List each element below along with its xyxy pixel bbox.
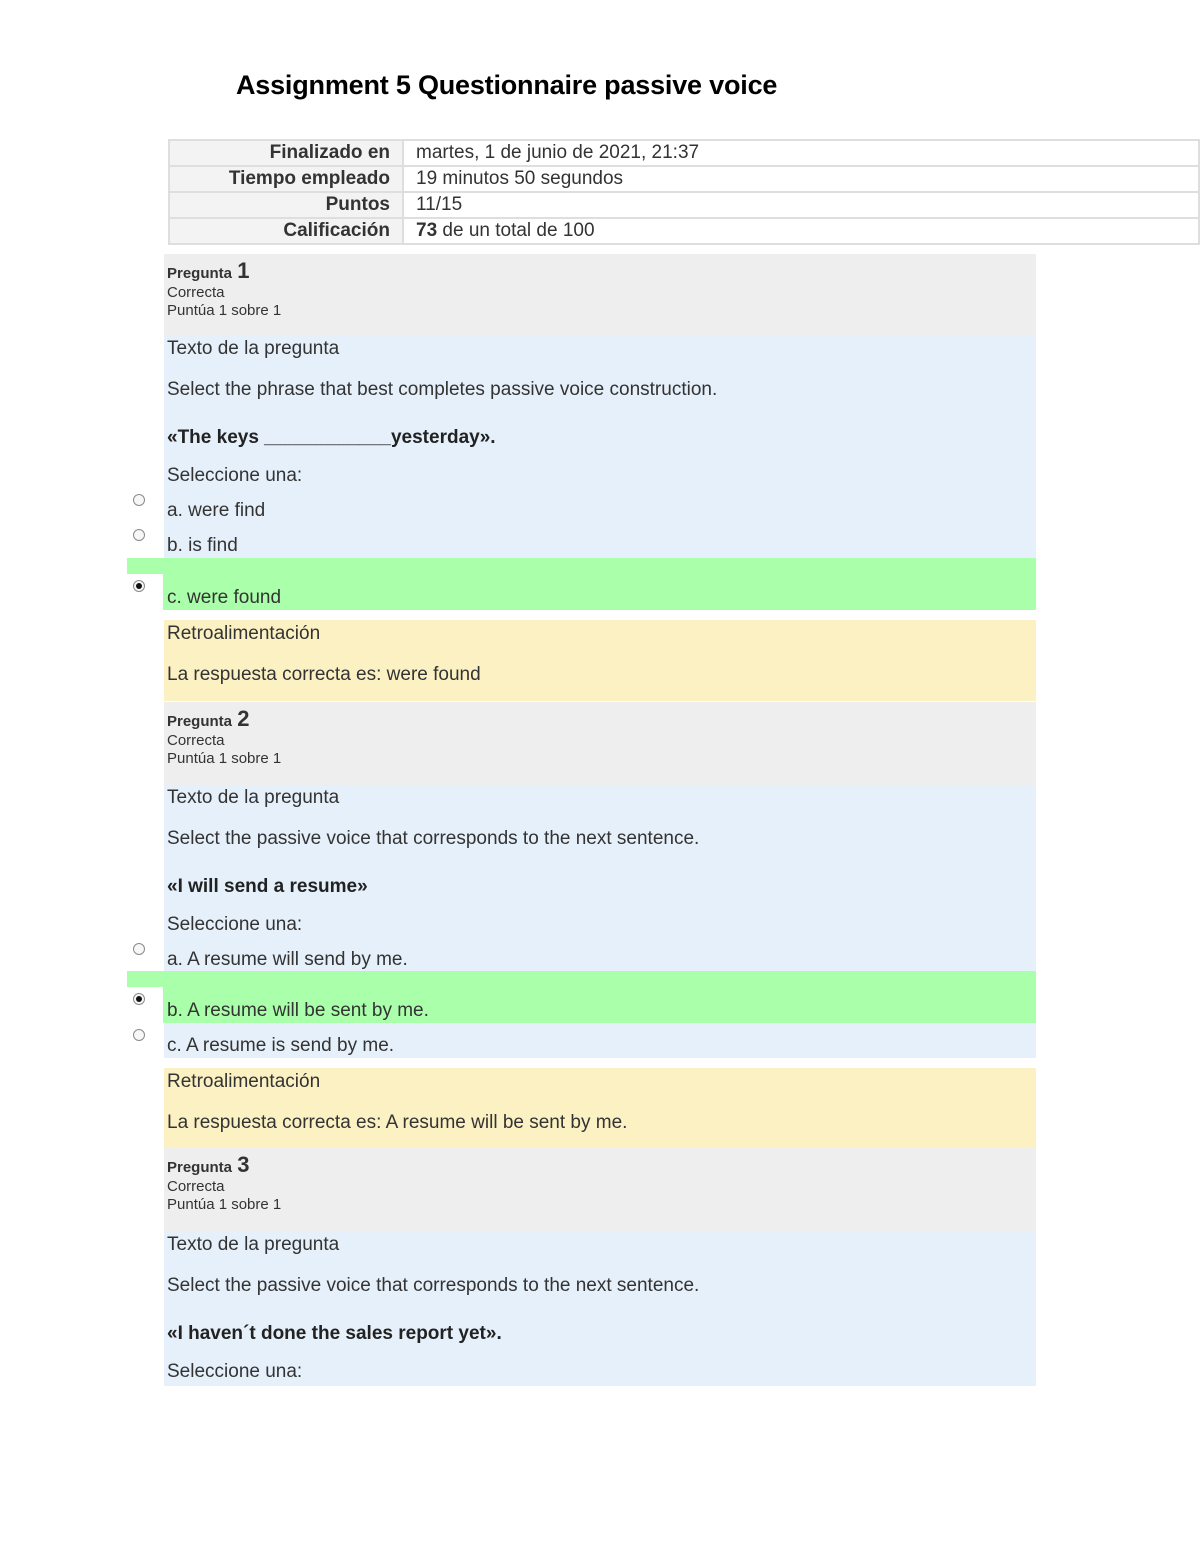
summary-row xyxy=(169,140,1199,166)
answer-option-a[interactable] xyxy=(127,937,1036,971)
select-label: Seleccione una: xyxy=(167,1361,303,1382)
question-text-heading: Texto de la pregunta xyxy=(167,1234,340,1255)
question-sentence: «I haven´t done the sales report yet». xyxy=(167,1323,502,1344)
radio-button[interactable] xyxy=(133,529,145,541)
question-state: Correcta xyxy=(167,284,225,301)
answer-option-label: c. were found xyxy=(167,587,282,608)
question-label: Pregunta xyxy=(167,1159,233,1176)
feedback-panel xyxy=(164,620,1036,701)
radio-button[interactable] xyxy=(133,1029,145,1041)
summary-label: Puntos xyxy=(169,192,403,218)
page-title: Assignment 5 Questionnaire passive voice xyxy=(236,70,778,100)
question-text-heading: Texto de la pregunta xyxy=(167,338,340,359)
question-label: Pregunta xyxy=(167,713,233,730)
question-info xyxy=(164,254,1036,336)
answer-option-label: a. were find xyxy=(167,500,266,521)
summary-row xyxy=(169,218,1199,244)
question-prompt: Select the phrase that best completes passive voice construction. xyxy=(167,379,718,400)
question-number: 3 xyxy=(237,1152,250,1177)
answer-option-label: c. A resume is send by me. xyxy=(167,1035,395,1056)
select-label: Seleccione una: xyxy=(167,465,303,486)
question-prompt: Select the passive voice that corresponds to the next sentence. xyxy=(167,1275,700,1296)
question-heading xyxy=(167,1152,250,1178)
feedback-text: La respuesta correcta es: A resume will be sent by me. xyxy=(167,1112,628,1133)
question-info xyxy=(164,1148,1036,1231)
radio-button[interactable] xyxy=(133,494,145,506)
answer-option-c[interactable] xyxy=(127,558,1036,610)
feedback-heading: Retroalimentación xyxy=(167,1071,321,1092)
answer-option-b[interactable] xyxy=(127,971,1036,1023)
radio-button-selected[interactable] xyxy=(133,580,145,592)
summary-label: Tiempo empleado xyxy=(169,166,403,192)
grade-total: de un total de 100 xyxy=(437,220,595,241)
question-state: Correcta xyxy=(167,1178,225,1195)
question-prompt: Select the passive voice that corresponds to the next sentence. xyxy=(167,828,700,849)
select-label: Seleccione una: xyxy=(167,914,303,935)
summary-row xyxy=(169,192,1199,218)
question-grade: Puntúa 1 sobre 1 xyxy=(167,302,282,319)
question-number: 2 xyxy=(237,706,250,731)
summary-label: Calificación xyxy=(169,218,403,244)
summary-row xyxy=(169,166,1199,192)
question-heading xyxy=(167,706,250,732)
answer-option-b[interactable] xyxy=(127,523,1036,558)
question-grade: Puntúa 1 sobre 1 xyxy=(167,750,282,767)
feedback-panel xyxy=(164,1068,1036,1148)
grade-value: 73 xyxy=(416,220,438,241)
question-text-heading: Texto de la pregunta xyxy=(167,787,340,808)
summary-label: Finalizado en xyxy=(169,140,403,166)
question-sentence: «I will send a resume» xyxy=(167,876,368,897)
summary-value xyxy=(403,218,1199,244)
radio-button[interactable] xyxy=(133,943,145,955)
question-label: Pregunta xyxy=(167,265,233,282)
question-state: Correcta xyxy=(167,732,225,749)
question-sentence: «The keys ____________yesterday». xyxy=(167,427,496,448)
answer-option-c[interactable] xyxy=(127,1023,1036,1058)
feedback-text: La respuesta correcta es: were found xyxy=(167,664,481,685)
attempt-summary-table xyxy=(168,139,1200,245)
answer-option-label: a. A resume will send by me. xyxy=(167,949,408,970)
answer-option-label: b. is find xyxy=(167,535,238,556)
answer-option-a[interactable] xyxy=(127,488,1036,523)
question-info xyxy=(164,702,1036,785)
question-content xyxy=(164,785,1036,1058)
question-number: 1 xyxy=(237,258,250,283)
answer-option-label: b. A resume will be sent by me. xyxy=(167,1000,429,1021)
question-grade: Puntúa 1 sobre 1 xyxy=(167,1196,282,1213)
radio-button-selected[interactable] xyxy=(133,993,145,1005)
summary-value: 19 minutos 50 segundos xyxy=(403,166,1199,192)
summary-value: 11/15 xyxy=(403,192,1199,218)
question-content xyxy=(164,1231,1036,1386)
question-content xyxy=(164,336,1036,610)
summary-value: martes, 1 de junio de 2021, 21:37 xyxy=(403,140,1199,166)
feedback-heading: Retroalimentación xyxy=(167,623,321,644)
question-heading xyxy=(167,258,250,284)
